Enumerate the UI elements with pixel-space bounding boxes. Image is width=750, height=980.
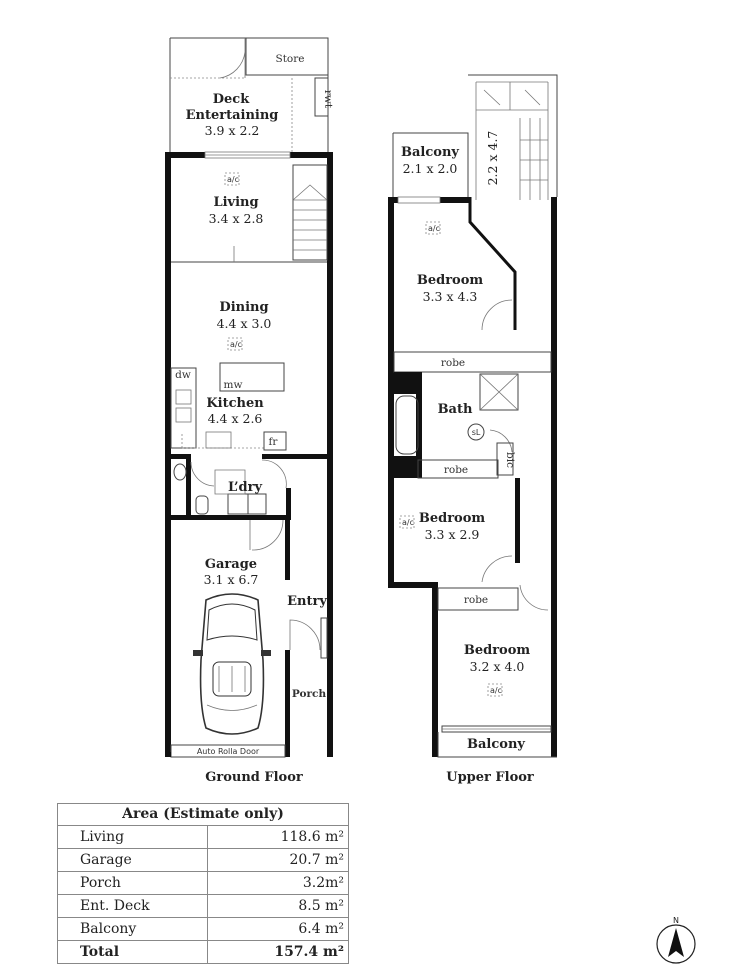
- table-row: [58, 826, 349, 849]
- deck-dimension: 3.9 x 2.2: [204, 123, 260, 138]
- microwave-label: mw: [223, 379, 243, 391]
- door-label: Auto Rolla Door: [196, 747, 260, 756]
- bedroom-3-dimension: 3.2 x 4.0: [469, 659, 525, 674]
- upper-floor-caption: Upper Floor: [446, 770, 534, 785]
- bedroom-1-label: Bedroom: [416, 273, 484, 288]
- garage-label: Garage: [204, 557, 258, 572]
- total-row: [58, 941, 349, 964]
- kitchen-dimension: 4.4 x 2.6: [207, 411, 263, 426]
- bath-label: Bath: [437, 402, 473, 417]
- ac-marker: a/c: [230, 340, 242, 349]
- deck-label: Deck: [212, 92, 250, 107]
- living-label: Living: [213, 195, 259, 210]
- dishwasher-label: dw: [175, 369, 191, 381]
- porch-label: Porch: [291, 688, 327, 700]
- bedroom-1-dimension: 3.3 x 4.3: [422, 289, 478, 304]
- area-table: [57, 803, 349, 964]
- sink-label: sL: [471, 428, 481, 437]
- area-label: Balcony: [58, 918, 208, 941]
- bedroom-2-dimension: 3.3 x 2.9: [424, 527, 480, 542]
- bic-label: bic: [504, 452, 516, 468]
- compass-north-label: N: [673, 916, 679, 925]
- stair-dimension: 2.2 x 4.7: [485, 130, 500, 186]
- table-row: [58, 918, 349, 941]
- fridge-label: fr: [268, 436, 278, 448]
- area-value: 118.6 m²: [207, 826, 348, 849]
- area-label: Garage: [58, 849, 208, 872]
- table-row: [58, 872, 349, 895]
- total-value: 157.4 m²: [207, 941, 348, 964]
- car-illustration: [193, 594, 271, 734]
- ground-floor-caption: Ground Floor: [205, 770, 303, 785]
- area-label: Ent. Deck: [58, 895, 208, 918]
- robe-label: robe: [463, 594, 489, 606]
- table-row: [58, 895, 349, 918]
- area-value: 3.2m²: [207, 872, 348, 895]
- dining-label: Dining: [219, 300, 269, 315]
- area-label: Porch: [58, 872, 208, 895]
- garage-dimension: 3.1 x 6.7: [203, 572, 259, 587]
- area-value: 6.4 m²: [207, 918, 348, 941]
- balcony-top-dimension: 2.1 x 2.0: [402, 161, 458, 176]
- bedroom-2-label: Bedroom: [418, 511, 486, 526]
- ac-marker: a/c: [402, 518, 414, 527]
- ac-marker: a/c: [428, 224, 440, 233]
- deck-label-2: Entertaining: [185, 108, 279, 123]
- area-table-title: Area (Estimate only): [58, 804, 349, 826]
- balcony-bottom-label: Balcony: [467, 737, 525, 752]
- balcony-top-label: Balcony: [401, 145, 459, 160]
- robe-label: robe: [443, 464, 469, 476]
- entry-label: Entry: [287, 594, 327, 609]
- robe-label: robe: [440, 357, 466, 369]
- area-value: 20.7 m²: [207, 849, 348, 872]
- area-label: Living: [58, 826, 208, 849]
- laundry-label: L’dry: [227, 480, 263, 495]
- bedroom-3-label: Bedroom: [463, 643, 531, 658]
- total-label: Total: [58, 941, 208, 964]
- north-arrow-icon: [655, 915, 697, 965]
- living-dimension: 3.4 x 2.8: [208, 211, 264, 226]
- kitchen-label: Kitchen: [206, 396, 264, 411]
- dining-dimension: 4.4 x 3.0: [216, 316, 272, 331]
- table-row: [58, 849, 349, 872]
- rwt-label: rwt: [322, 89, 334, 109]
- ac-marker: a/c: [227, 175, 239, 184]
- store-label: Store: [275, 53, 305, 65]
- ac-marker: a/c: [490, 686, 502, 695]
- area-value: 8.5 m²: [207, 895, 348, 918]
